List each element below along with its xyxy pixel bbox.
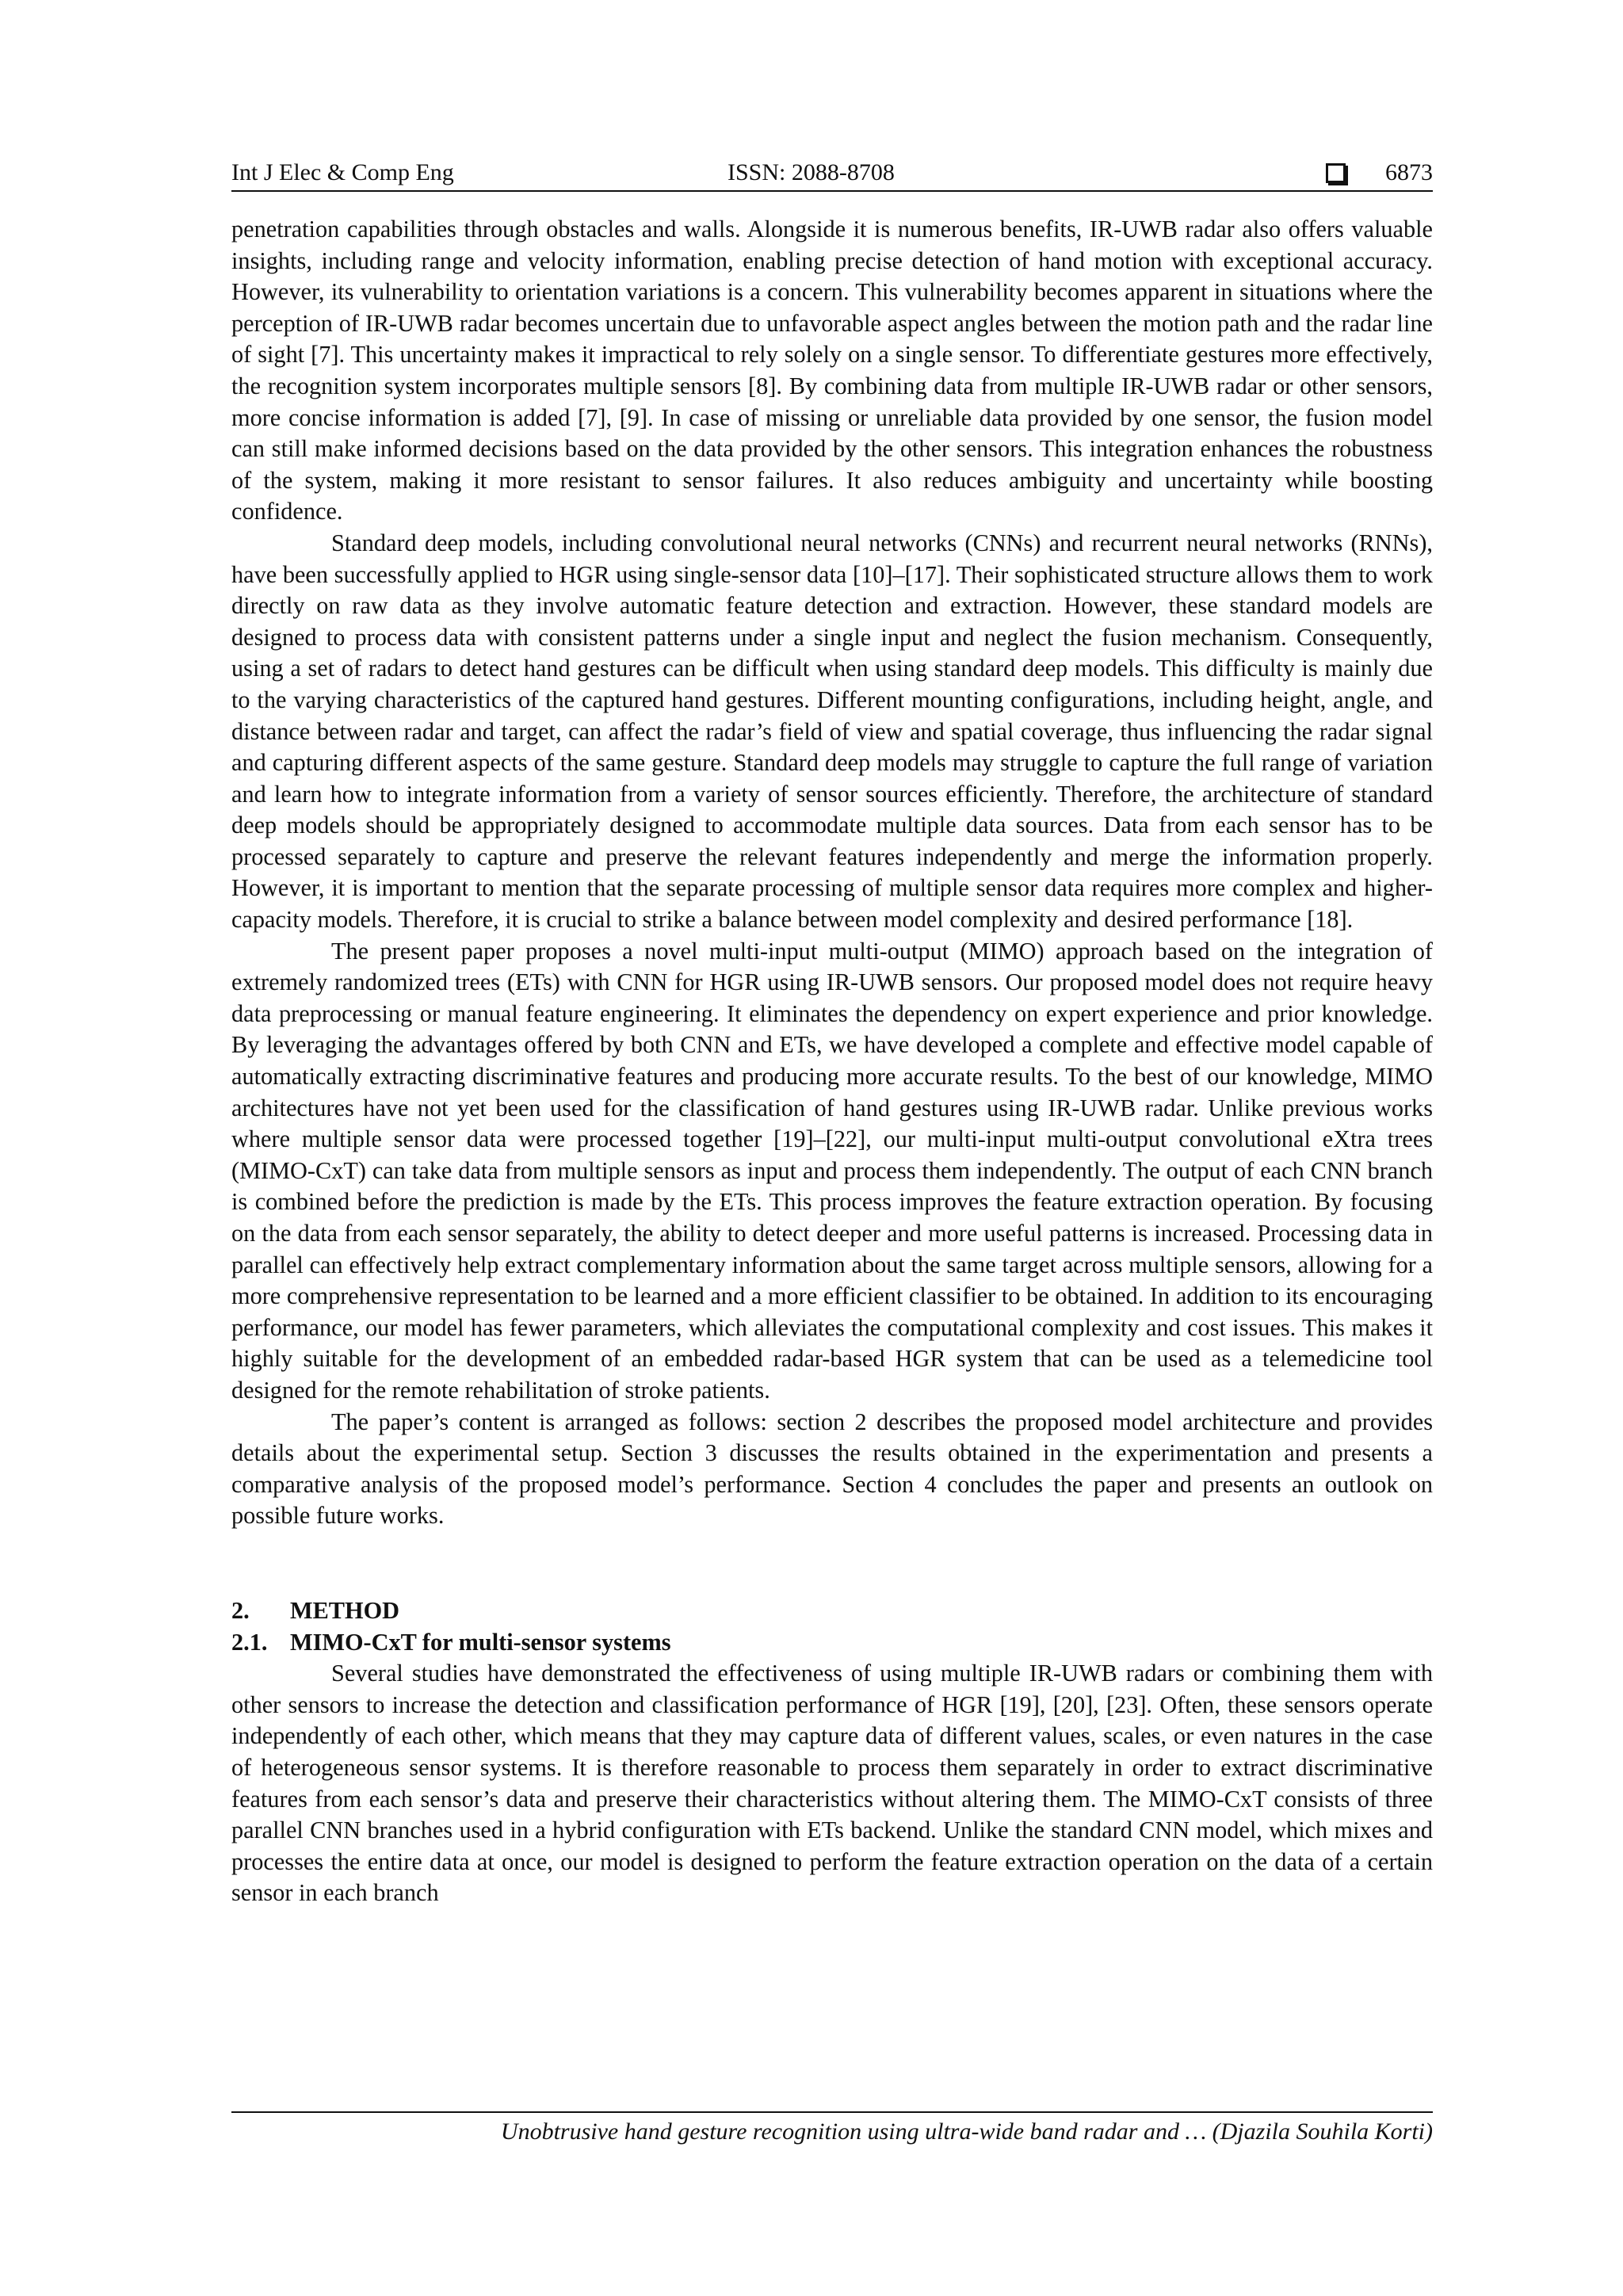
issn-label: ISSN: 2088-8708 — [727, 159, 895, 185]
running-footer: Unobtrusive hand gesture recognition using ultra-wide band radar and … (Djazila Souhila Korti) — [500, 2118, 1433, 2145]
paragraph: Standard deep models, including convolutional neural networks (CNNs) and recurrent neural networks (RNNs), have been successfully applied to HGR using single-sensor data [10]–[17]. Their sophisticated structure allows them to work directly on raw data as they involve automatic feature detection and extraction. However, these standard models are designed to process data with consistent patterns under a single input and neglect the fusion mechanism. Consequently, using a set of radars to detect hand gestures can be difficult when using standard deep models. This difficulty is mainly due to the varying characteristics of the captured hand gestures. Different mounting configurations, including height, angle, and distance between radar and target, can affect the radar’s field of view and spatial coverage, thus influencing the radar signal and capturing different aspects of the same gesture. Standard deep models may struggle to capture the full range of variation and learn how to integrate information from a variety of sensor sources efficiently. Therefore, the architecture of standard deep models should be appropriately designed to accommodate multiple data sources. Data from each sensor has to be processed separately to capture and preserve the relevant features independently and merge the information properly. However, it is important to mention that the separate processing of multiple sensor data requires more complex and higher-capacity models. Therefore, it is crucial to strike a balance between model complexity and desired performance [18]. — [231, 529, 1433, 934]
section-title: METHOD — [290, 1596, 400, 1624]
journal-name: Int J Elec & Comp Eng — [231, 159, 454, 185]
subsection-heading — [231, 1627, 1433, 1659]
paragraph-continued: penetration capabilities through obstacles and walls. Alongside it is numerous benefits, IR-UWB radar also offers valuable insights, including range and velocity information, enabling precise detection of hand motion with exceptional accuracy. However, its vulnerability to orientation variations is a concern. This vulnerability becomes apparent in situations where the perception of IR-UWB radar becomes uncertain due to unfavorable aspect angles between the motion path and the radar line of sight [7]. This uncertainty makes it impractical to rely solely on a single sensor. To differentiate gestures more effectively, the recognition system incorporates multiple sensors [8]. By combining data from multiple IR-UWB radar or other sensors, more concise information is added [7], [9]. In case of missing or unreliable data provided by one sensor, the fusion model can still make informed decisions based on the data provided by the other sensors. This integration enhances the robustness of the system, making it more resistant to sensor failures. It also reduces ambiguity and uncertainty while boosting confidence. — [231, 216, 1433, 525]
page-header — [231, 155, 1433, 190]
page-number: 6873 — [1385, 159, 1433, 185]
paragraph: The present paper proposes a novel multi-input multi-output (MIMO) approach based on the integration of extremely randomized trees (ETs) with CNN for HGR using IR-UWB sensors. Our proposed model does not require heavy data preprocessing or manual feature engineering. It eliminates the dependency on expert experience and prior knowledge. By leveraging the advantages offered by both CNN and ETs, we have developed a complete and effective model capable of automatically extracting discriminative features and producing more accurate results. To the best of our knowledge, MIMO architectures have not yet been used for the classification of hand gestures using IR-UWB radar. Unlike previous works where multiple sensor data were processed together [19]–[22], our multi-input multi-output convolutional eXtra trees (MIMO-CxT) can take data from multiple sensors as input and process them independently. The output of each CNN branch is combined before the prediction is made by the ETs. This process improves the feature extraction operation. By focusing on the data from each sensor separately, the ability to detect deeper and more useful patterns is increased. Processing data in parallel can effectively help extract complementary information about the same target across multiple sensors, allowing for a more comprehensive representation to be learned and a more efficient classifier to be obtained. In addition to its encouraging performance, our model has fewer parameters, which alleviates the computational complexity and cost issues. This makes it highly suitable for the development of an embedded radar-based HGR system that can be used as a telemedicine tool designed for the remote rehabilitation of stroke patients. — [231, 937, 1433, 1404]
section-spacer — [231, 1532, 1433, 1595]
subsection-number: 2.1. — [231, 1628, 268, 1656]
square-bullet-icon — [1326, 163, 1346, 183]
header-divider — [231, 190, 1433, 192]
footer-divider — [231, 2111, 1433, 2113]
main-text — [231, 214, 1433, 1909]
section-heading — [231, 1595, 1433, 1627]
section-number: 2. — [231, 1596, 250, 1624]
paragraph: Several studies have demonstrated the effectiveness of using multiple IR-UWB radars or combining them with other sensors to increase the detection and classification performance of HGR [19], [20], [23]. Often, these sensors operate independently of each other, which means that they may capture data of different values, scales, or even natures in the case of heterogeneous sensor systems. It is therefore reasonable to process them separately in order to extract discriminative features from each sensor’s data and preserve their characteristics without altering them. The MIMO-CxT consists of three parallel CNN branches used in a hybrid configuration with ETs backend. Unlike the standard CNN model, which mixes and processes the entire data at once, our model is designed to perform the feature extraction operation on the data of a certain sensor in each branch — [231, 1660, 1433, 1907]
paragraph: The paper’s content is arranged as follows: section 2 describes the proposed model architecture and provides details about the experimental setup. Section 3 discusses the results obtained in the experimentation and presents a comparative analysis of the proposed model’s performance. Section 4 concludes the paper and presents an outlook on possible future works. — [231, 1408, 1433, 1530]
subsection-title: MIMO-CxT for multi-sensor systems — [290, 1628, 671, 1656]
